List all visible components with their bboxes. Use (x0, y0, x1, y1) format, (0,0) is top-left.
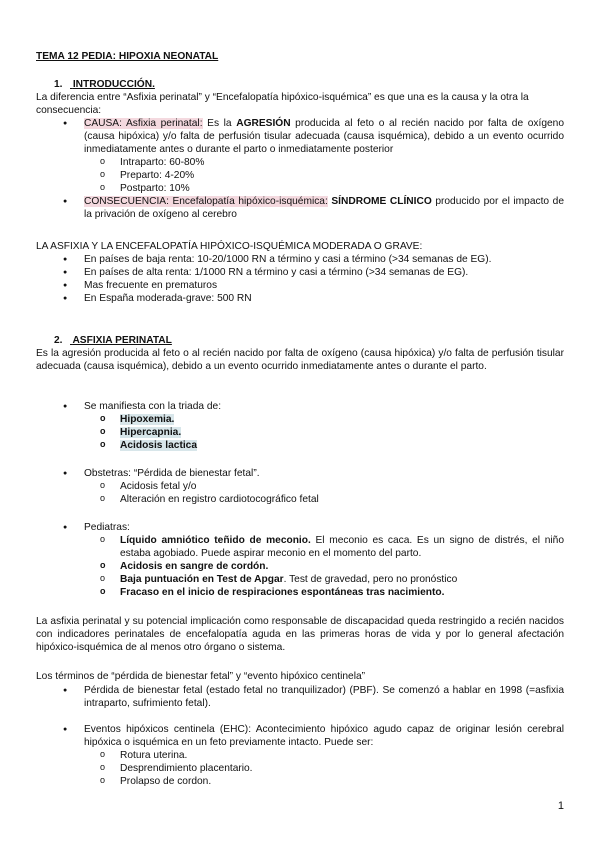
obstetrics-list (36, 467, 564, 506)
timing-item: o Postparto: 10% (36, 182, 564, 195)
epidemiology-item: ● En países de alta renta: 1/1000 RN a término y casi a término (>34 semanas de EG). (36, 266, 564, 279)
triad-item: o Acidosis lactica (36, 439, 564, 452)
ehc-item: ● Eventos hipóxicos centinela (EHC): Acontecimiento hipóxico agudo capaz de originar lesión cerebral hipóxica o isquémica en un feto previamente intacto. Puede ser: (36, 723, 564, 749)
consequence-bold: SÍNDROME CLÍNICO (331, 196, 432, 207)
timing-item: o Preparto: 4-20% (36, 169, 564, 182)
obstetrics-item: o Alteración en registro cardiotocográfico fetal (36, 493, 564, 506)
section-2-number: 2. (54, 335, 63, 346)
ehc-subitem: o Desprendimiento placentario. (36, 762, 564, 775)
document-title: TEMA 12 PEDIA: HIPOXIA NEONATAL (36, 51, 219, 62)
epidemiology-list (36, 253, 564, 305)
pediatrics-item: o Líquido amniótico teñido de meconio. El meconio es caca. Es un signo de distrés, el niño estaba agobiado. Puede aspirar meconio en el momento del parto. (36, 534, 564, 560)
epidemiology-item: ● En España moderada-grave: 500 RN (36, 292, 564, 305)
epidemiology-item: ● Mas frecuente en prematuros (36, 279, 564, 292)
pbf-item: ● Pérdida de bienestar fetal (estado fetal no tranquilizador) (PBF). Se comenzó a hablar en 1998 (=asfixia intraparto, sufrimiento fetal). (36, 684, 564, 710)
section-1-heading (54, 78, 564, 91)
cause-bold: AGRESIÓN (236, 118, 291, 129)
pediatrics-item: o Fracaso en el inicio de respiraciones espontáneas tras nacimiento. (36, 586, 564, 599)
consequence-label: CONSECUENCIA: Encefalopatía hipóxico-isquémica: (84, 196, 328, 207)
consequence-item (36, 195, 564, 221)
terms-paragraph: Los términos de “pérdida de bienestar fetal” y “evento hipóxico centinela” (36, 671, 366, 682)
consequence-rest: producido por el impacto de la privación de oxígeno al cerebro (84, 196, 564, 220)
triad-label: ● Se manifiesta con la triada de: (36, 400, 564, 413)
pediatrics-item: o Baja puntuación en Test de Apgar. Test de gravedad, pero no pronóstico (36, 573, 564, 586)
pediatrics-item: o Acidosis en sangre de cordón. (36, 560, 564, 573)
ehc-list (36, 723, 564, 788)
section-1-number: 1. (54, 79, 63, 90)
section-2-title: ASFIXIA PERINATAL (72, 335, 172, 346)
discapacity-paragraph: La asfixia perinatal y su potencial implicación como responsable de discapacidad queda restringido a recién nacidos con indicadores perinatales de encefalopatía aguda en las primeras horas de vida y por lo general afectación hipóxico-isquémica de al menos otro órgano o sistema. (36, 616, 564, 653)
triad-item: o Hipercapnia. (36, 426, 564, 439)
epidemiology-item: ● En países de baja renta: 10-20/1000 RN a término y casi a término (>34 semanas de EG). (36, 253, 564, 266)
cause-label: CAUSA: Asfixia perinatal: (84, 118, 203, 129)
terms-list (36, 684, 564, 710)
cause-list (36, 117, 564, 221)
pediatrics-label: ● Pediatras: (36, 521, 564, 534)
section-2-heading (54, 334, 564, 347)
triad-list (36, 400, 564, 452)
cause-item (36, 117, 564, 156)
cause-mid: Es la (202, 118, 237, 129)
obstetrics-label: ● Obstetras: “Pérdida de bienestar fetal”. (36, 467, 564, 480)
section-1-title: INTRODUCCIÓN. (72, 79, 155, 90)
pediatrics-list (36, 521, 564, 599)
cause-rest: producida al feto o al recién nacido por falta de oxígeno (causa hipóxica) y/o falta de perfusión tisular adecuada (causa isquémica), debido a un evento ocurrido inmediatamente antes o durante el parto o inmediatamente posterior (84, 118, 564, 155)
triad-item: o Hipoxemia. (36, 413, 564, 426)
asphyxia-definition: Es la agresión producida al feto o al recién nacido por falta de oxígeno (causa hipóxica) y/o falta de perfusión tisular adecuada (causa isquémica), debido a un evento ocurrido inmediatamente antes o durante el parto. (36, 348, 564, 372)
timing-item: o Intraparto: 60-80% (36, 156, 564, 169)
page-number: 1 (557, 800, 564, 812)
obstetrics-item: o Acidosis fetal y/o (36, 480, 564, 493)
intro-paragraph: La diferencia entre “Asfixia perinatal” y “Encefalopatía hipóxico-isquémica” es que una es la causa y la otra la consecuencia: (36, 92, 529, 116)
ehc-subitem: o Prolapso de cordon. (36, 775, 564, 788)
ehc-subitem: o Rotura uterina. (36, 749, 564, 762)
epidemiology-heading: LA ASFIXIA Y LA ENCEFALOPATÍA HIPÓXICO-ISQUÉMICA MODERADA O GRAVE: (36, 241, 423, 252)
